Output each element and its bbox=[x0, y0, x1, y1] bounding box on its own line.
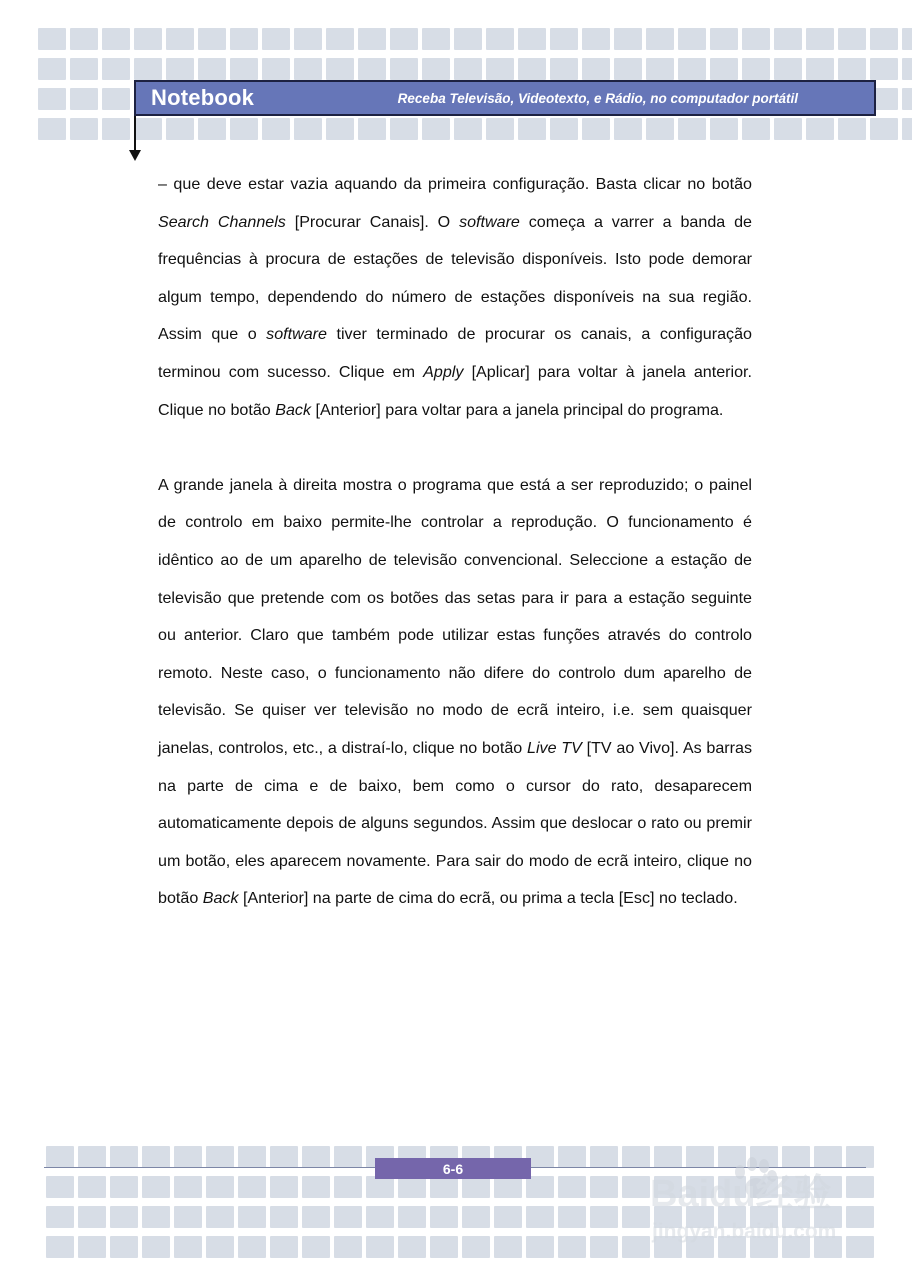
decor-tile bbox=[806, 28, 834, 50]
baidu-watermark bbox=[648, 1150, 878, 1250]
body-text bbox=[158, 166, 752, 918]
decor-tile bbox=[526, 1206, 554, 1228]
decor-tile bbox=[398, 1206, 426, 1228]
decor-tile bbox=[198, 28, 226, 50]
decor-tile bbox=[582, 28, 610, 50]
decor-tile bbox=[774, 28, 802, 50]
decor-tile bbox=[430, 1236, 458, 1258]
decor-tile bbox=[710, 58, 738, 80]
decor-tile bbox=[558, 1206, 586, 1228]
decor-tile bbox=[366, 1206, 394, 1228]
decor-tile bbox=[206, 1206, 234, 1228]
decor-tile bbox=[174, 1176, 202, 1198]
decor-tile bbox=[870, 58, 898, 80]
decor-tile bbox=[198, 118, 226, 140]
decor-tile bbox=[46, 1176, 74, 1198]
decor-tile bbox=[622, 1206, 650, 1228]
decor-tile bbox=[46, 1146, 74, 1168]
decor-tile bbox=[838, 118, 866, 140]
decor-tile bbox=[422, 58, 450, 80]
decor-tile bbox=[366, 1236, 394, 1258]
text-run: [Procurar Canais]. O bbox=[285, 212, 460, 231]
decor-tile bbox=[38, 88, 66, 110]
decor-tile bbox=[494, 1176, 522, 1198]
decor-tile bbox=[742, 28, 770, 50]
text-run: começa a varrer a banda de frequências à procura de estações de televisão disponíveis. Isto pode demorar algum tempo, dependendo do número de estações disponíveis na sua região. Assim que o bbox=[158, 212, 752, 344]
decor-tile bbox=[742, 58, 770, 80]
decor-tile bbox=[454, 58, 482, 80]
decor-tile bbox=[870, 28, 898, 50]
decor-tile bbox=[646, 28, 674, 50]
decor-tile bbox=[270, 1146, 298, 1168]
decor-tile bbox=[614, 58, 642, 80]
decor-tile bbox=[454, 118, 482, 140]
decor-tile bbox=[70, 118, 98, 140]
decor-tile bbox=[390, 58, 418, 80]
decor-tile bbox=[206, 1146, 234, 1168]
decor-tile bbox=[238, 1176, 266, 1198]
decor-tile bbox=[774, 58, 802, 80]
decor-tile bbox=[678, 58, 706, 80]
italic-term: Live TV bbox=[527, 738, 582, 757]
header-bar bbox=[134, 80, 876, 116]
decor-tile bbox=[142, 1206, 170, 1228]
italic-term: Search Channels bbox=[158, 212, 286, 231]
decor-tile bbox=[494, 1236, 522, 1258]
decor-tile bbox=[38, 118, 66, 140]
decor-tile bbox=[238, 1206, 266, 1228]
decor-tile bbox=[902, 88, 912, 110]
decor-tile bbox=[334, 1146, 362, 1168]
decor-tile bbox=[270, 1176, 298, 1198]
decor-tile bbox=[582, 58, 610, 80]
decor-tile bbox=[110, 1206, 138, 1228]
decor-tile bbox=[646, 58, 674, 80]
decor-tile bbox=[174, 1146, 202, 1168]
decor-tile bbox=[134, 118, 162, 140]
decor-tile bbox=[326, 28, 354, 50]
decor-tile bbox=[614, 28, 642, 50]
decor-tile bbox=[270, 1236, 298, 1258]
decor-tile bbox=[486, 28, 514, 50]
decor-tile bbox=[838, 58, 866, 80]
decor-tile bbox=[70, 58, 98, 80]
decor-tile bbox=[102, 88, 130, 110]
decor-tile bbox=[462, 1176, 490, 1198]
decor-tile bbox=[70, 28, 98, 50]
decor-tile bbox=[742, 118, 770, 140]
text-run: [Aplicar] para voltar à janela anterior. Clique no botão bbox=[158, 362, 752, 419]
decor-tile bbox=[334, 1176, 362, 1198]
paragraph-configuration bbox=[158, 166, 752, 429]
decor-tile bbox=[550, 118, 578, 140]
text-run: [Anterior] na parte de cima do ecrã, ou prima a tecla [Esc] no teclado. bbox=[238, 889, 738, 908]
decor-tile bbox=[486, 118, 514, 140]
decor-tile bbox=[422, 118, 450, 140]
decor-tile bbox=[358, 118, 386, 140]
text-run: [TV ao Vivo]. As barras na parte de cima e de baixo, bem como o cursor do rato, desaparecem automaticamente depois de alguns segundos. Assim que deslocar o rato ou premir um botão, eles aparecem novamente. Para sair do modo de ecrã inteiro, clique no botão bbox=[158, 738, 752, 908]
decor-tile bbox=[590, 1176, 618, 1198]
decor-tile bbox=[558, 1236, 586, 1258]
decor-tile bbox=[678, 28, 706, 50]
decor-tile bbox=[78, 1146, 106, 1168]
header-pointer-line bbox=[134, 116, 136, 150]
text-run: – que deve estar vazia aquando da primeira configuração. Basta clicar no botão bbox=[158, 175, 752, 193]
decor-tile bbox=[198, 58, 226, 80]
header-title: Notebook bbox=[151, 85, 255, 110]
text-run: A grande janela à direita mostra o programa que está a ser reproduzido; o painel de controlo em baixo permite-lhe controlar a reprodução. O funcionamento é idêntico ao de um aparelho de televisão convencional. Seleccione a estação de televisão que pretende com os botões das setas para ir para a estação seguinte ou anterior. Claro que também pode utilizar estas funções através do controlo remoto. Neste caso, o funcionamento não difere do controlo dum aparelho de televisão. Se quiser ver televisão no modo de ecrã inteiro, i.e. sem quaisquer janelas, controlos, etc., a distraí-lo, clique no botão bbox=[158, 475, 752, 757]
decor-tile bbox=[550, 28, 578, 50]
decor-tile bbox=[230, 28, 258, 50]
decor-tile bbox=[590, 1146, 618, 1168]
text-run: [Anterior] para voltar para a janela principal do programa. bbox=[311, 400, 724, 419]
watermark-brand: Baidu经验 bbox=[650, 1173, 832, 1215]
decor-tile bbox=[238, 1236, 266, 1258]
decor-tile bbox=[558, 1176, 586, 1198]
decor-tile bbox=[230, 118, 258, 140]
decor-tile bbox=[430, 1176, 458, 1198]
decor-tile bbox=[678, 118, 706, 140]
decor-tile bbox=[518, 118, 546, 140]
decor-tile bbox=[326, 58, 354, 80]
decor-tile bbox=[902, 28, 912, 50]
decor-tile bbox=[142, 1146, 170, 1168]
decor-tile bbox=[166, 118, 194, 140]
decor-tile bbox=[262, 118, 290, 140]
decor-tile bbox=[622, 1236, 650, 1258]
decor-tile bbox=[558, 1146, 586, 1168]
decor-tile bbox=[902, 58, 912, 80]
decor-tile bbox=[262, 58, 290, 80]
decor-tile bbox=[518, 28, 546, 50]
decor-tile bbox=[302, 1176, 330, 1198]
decor-tile bbox=[518, 58, 546, 80]
decor-tile bbox=[166, 58, 194, 80]
decor-tile bbox=[38, 28, 66, 50]
decor-tile bbox=[326, 118, 354, 140]
decor-tile bbox=[622, 1146, 650, 1168]
decor-tile bbox=[358, 58, 386, 80]
decor-tile bbox=[230, 58, 258, 80]
decor-tile bbox=[454, 28, 482, 50]
decor-tile bbox=[206, 1176, 234, 1198]
page-number: 6-6 bbox=[375, 1158, 531, 1179]
decor-tile bbox=[102, 28, 130, 50]
decor-tile bbox=[110, 1176, 138, 1198]
decor-tile bbox=[334, 1236, 362, 1258]
decor-tile bbox=[870, 118, 898, 140]
decor-tile bbox=[206, 1236, 234, 1258]
decor-tile bbox=[526, 1236, 554, 1258]
decor-tile bbox=[174, 1206, 202, 1228]
decor-tile bbox=[302, 1146, 330, 1168]
decor-tile bbox=[78, 1206, 106, 1228]
decor-tile bbox=[838, 28, 866, 50]
decor-tile bbox=[102, 118, 130, 140]
decor-tile bbox=[902, 118, 912, 140]
decor-tile bbox=[302, 1206, 330, 1228]
decor-tile bbox=[110, 1236, 138, 1258]
decor-tile bbox=[142, 1176, 170, 1198]
decor-tile bbox=[398, 1236, 426, 1258]
decor-tile bbox=[430, 1206, 458, 1228]
decor-tile bbox=[590, 1206, 618, 1228]
decor-tile bbox=[526, 1176, 554, 1198]
decor-tile bbox=[462, 1206, 490, 1228]
decor-tile bbox=[38, 58, 66, 80]
decor-tile bbox=[302, 1236, 330, 1258]
decor-tile bbox=[710, 118, 738, 140]
decor-tile bbox=[422, 28, 450, 50]
decor-tile bbox=[614, 118, 642, 140]
decor-tile bbox=[774, 118, 802, 140]
decor-tile bbox=[550, 58, 578, 80]
decor-tile bbox=[174, 1236, 202, 1258]
decor-tile bbox=[270, 1206, 298, 1228]
decor-tile bbox=[390, 118, 418, 140]
italic-term: Back bbox=[202, 889, 239, 908]
header-subtitle: Receba Televisão, Videotexto, e Rádio, no computador portátil bbox=[397, 90, 798, 106]
decor-tile bbox=[590, 1236, 618, 1258]
decor-tile bbox=[134, 58, 162, 80]
decor-tile bbox=[806, 58, 834, 80]
text-run: tiver terminado de procurar os canais, a configuração terminou com sucesso. Clique em bbox=[158, 325, 752, 381]
decor-tile bbox=[710, 28, 738, 50]
decor-tile bbox=[358, 28, 386, 50]
watermark-url: jingyan.baidu.com bbox=[652, 1220, 837, 1243]
decor-tile bbox=[294, 118, 322, 140]
decor-tile bbox=[238, 1146, 266, 1168]
decor-tile bbox=[646, 118, 674, 140]
decor-tile bbox=[494, 1206, 522, 1228]
decor-tile bbox=[334, 1206, 362, 1228]
decor-tile bbox=[142, 1236, 170, 1258]
decor-tile bbox=[390, 28, 418, 50]
paragraph-playback bbox=[158, 467, 752, 918]
decor-tile bbox=[46, 1236, 74, 1258]
italic-term: Back bbox=[275, 400, 311, 419]
decor-tile bbox=[110, 1146, 138, 1168]
decor-tile bbox=[70, 88, 98, 110]
italic-term: software bbox=[266, 325, 327, 344]
decor-tile bbox=[366, 1176, 394, 1198]
decor-tile bbox=[622, 1176, 650, 1198]
decor-tile bbox=[166, 28, 194, 50]
decor-tile bbox=[78, 1236, 106, 1258]
arrow-down-icon bbox=[129, 150, 141, 161]
decor-tile bbox=[134, 28, 162, 50]
decor-tile bbox=[486, 58, 514, 80]
decor-tile bbox=[102, 58, 130, 80]
decor-tile bbox=[806, 118, 834, 140]
decor-tile bbox=[582, 118, 610, 140]
decor-tile bbox=[294, 58, 322, 80]
decor-tile bbox=[46, 1206, 74, 1228]
decor-tile bbox=[262, 28, 290, 50]
italic-term: software bbox=[459, 212, 520, 231]
decor-tile bbox=[294, 28, 322, 50]
decor-tile bbox=[78, 1176, 106, 1198]
decor-tile bbox=[462, 1236, 490, 1258]
decor-tile bbox=[398, 1176, 426, 1198]
italic-term: Apply bbox=[423, 362, 464, 381]
